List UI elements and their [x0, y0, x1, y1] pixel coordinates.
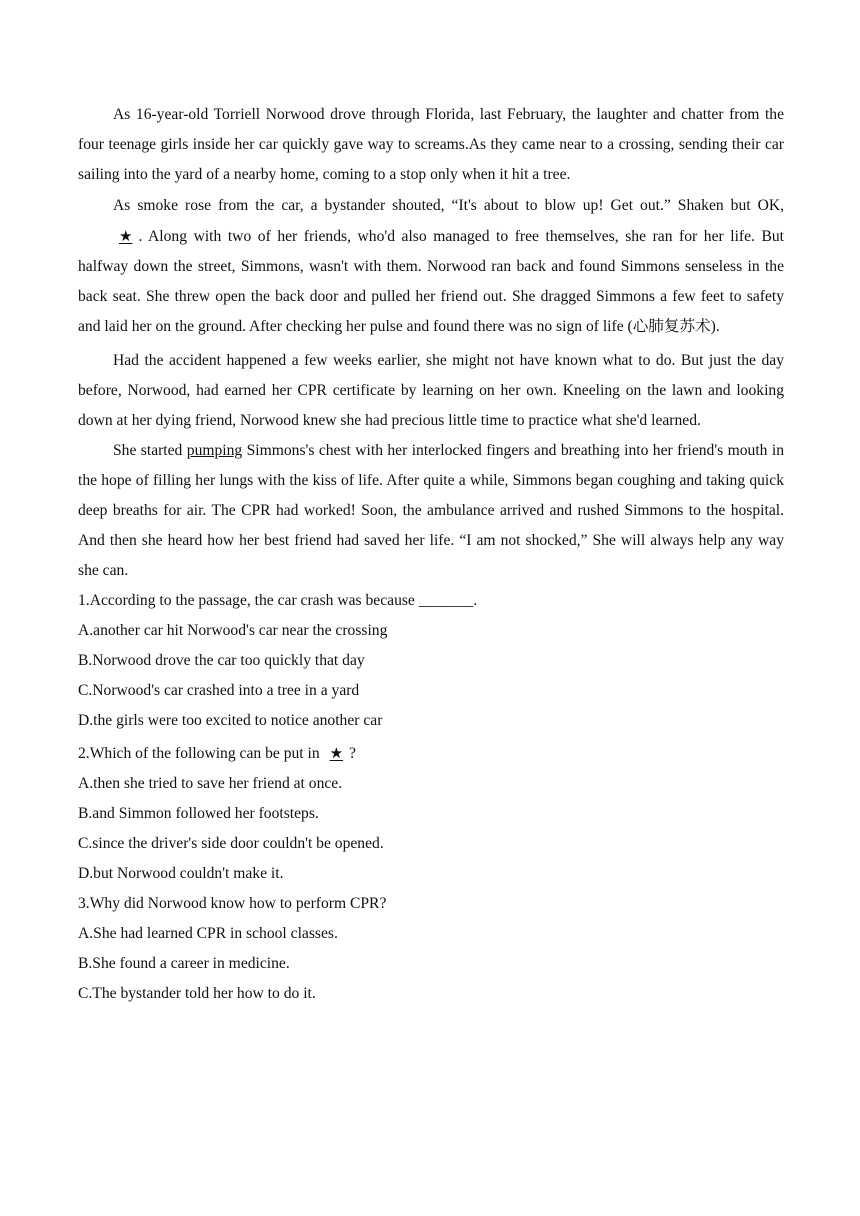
- passage-paragraph-1: As 16-year-old Torriell Norwood drove through Florida, last February, the laughter and chatter from the four teenage girls inside her car quickly gave way to screams.As they came near to a crossing, sending their car sailing into the yard of a nearby home, coming to a stop only when it hit a tree.: [78, 106, 784, 183]
- question-3: [78, 889, 784, 1009]
- question-2-option-a: A.then she tried to save her friend at once.: [78, 775, 343, 792]
- question-1-option-c: C.Norwood's car crashed into a tree in a yard: [78, 682, 360, 699]
- passage-paragraph-4: [78, 436, 784, 586]
- question-3-option-b: B.She found a career in medicine.: [78, 955, 290, 972]
- question-2-option-c: C.since the driver's side door couldn't be opened.: [78, 835, 384, 852]
- question-3-option-a: A.She had learned CPR in school classes.: [78, 925, 338, 942]
- paragraph-4-text-after: Simmons's chest with her interlocked fingers and breathing into her friend's mouth in the hope of filling her lungs with the kiss of life. After quite a while, Simmons began coughing and taking quick deep breaths for air. The CPR had worked! Soon, the ambulance arrived and rushed Simmons to the hospital. And then she heard how her best friend had saved her life. “I am not shocked,” She will always help any way she can.: [78, 442, 784, 579]
- question-3-stem: 3.Why did Norwood know how to perform CPR?: [78, 895, 387, 912]
- question-2-option-b: B.and Simmon followed her footsteps.: [78, 805, 319, 822]
- passage-paragraph-3: Had the accident happened a few weeks earlier, she might not have known what to do. But just the day before, Norwood, had earned her CPR certificate by learning on her own. Kneeling on the lawn and looking down at her dying friend, Norwood knew she had precious little time to practice what she'd learned.: [78, 352, 784, 429]
- star-blank: ★: [119, 227, 133, 245]
- question-2-stem-after: ?: [349, 745, 356, 762]
- paragraph-2-text-after: . Along with two of her friends, who'd also managed to free themselves, she ran for her life. But halfway down the street, Simmons, wasn't with them. Norwood ran back and found Simmons senseless in the back seat. She threw open the back door and pulled her friend out. She dragged Simmons a few feet to safety and laid her on the ground. After checking her pulse and found there was no sign of life (心肺复苏术).: [78, 228, 784, 335]
- question-1-option-d: D.the girls were too excited to notice another car: [78, 712, 383, 729]
- question-1: [78, 586, 784, 736]
- paragraph-4-text-before: She started: [113, 442, 183, 459]
- question-2-stem-before: 2.Which of the following can be put in: [78, 745, 320, 762]
- question-2: [78, 736, 784, 889]
- paragraph-2-text-before: As smoke rose from the car, a bystander shouted, “It's about to blow up! Get out.” Shaken but OK,: [113, 197, 784, 214]
- question-1-option-a: A.another car hit Norwood's car near the crossing: [78, 622, 388, 639]
- question-3-option-c: C.The bystander told her how to do it.: [78, 985, 316, 1002]
- question-1-stem: 1.According to the passage, the car crash was because _______.: [78, 592, 478, 609]
- question-1-option-b: B.Norwood drove the car too quickly that day: [78, 652, 365, 669]
- star-blank: ★: [329, 744, 344, 762]
- passage-paragraph-2: [78, 191, 784, 342]
- document-content: [78, 100, 784, 1009]
- underlined-word: pumping: [186, 442, 243, 459]
- question-2-option-d: D.but Norwood couldn't make it.: [78, 865, 284, 882]
- question-2-stem: [78, 736, 784, 771]
